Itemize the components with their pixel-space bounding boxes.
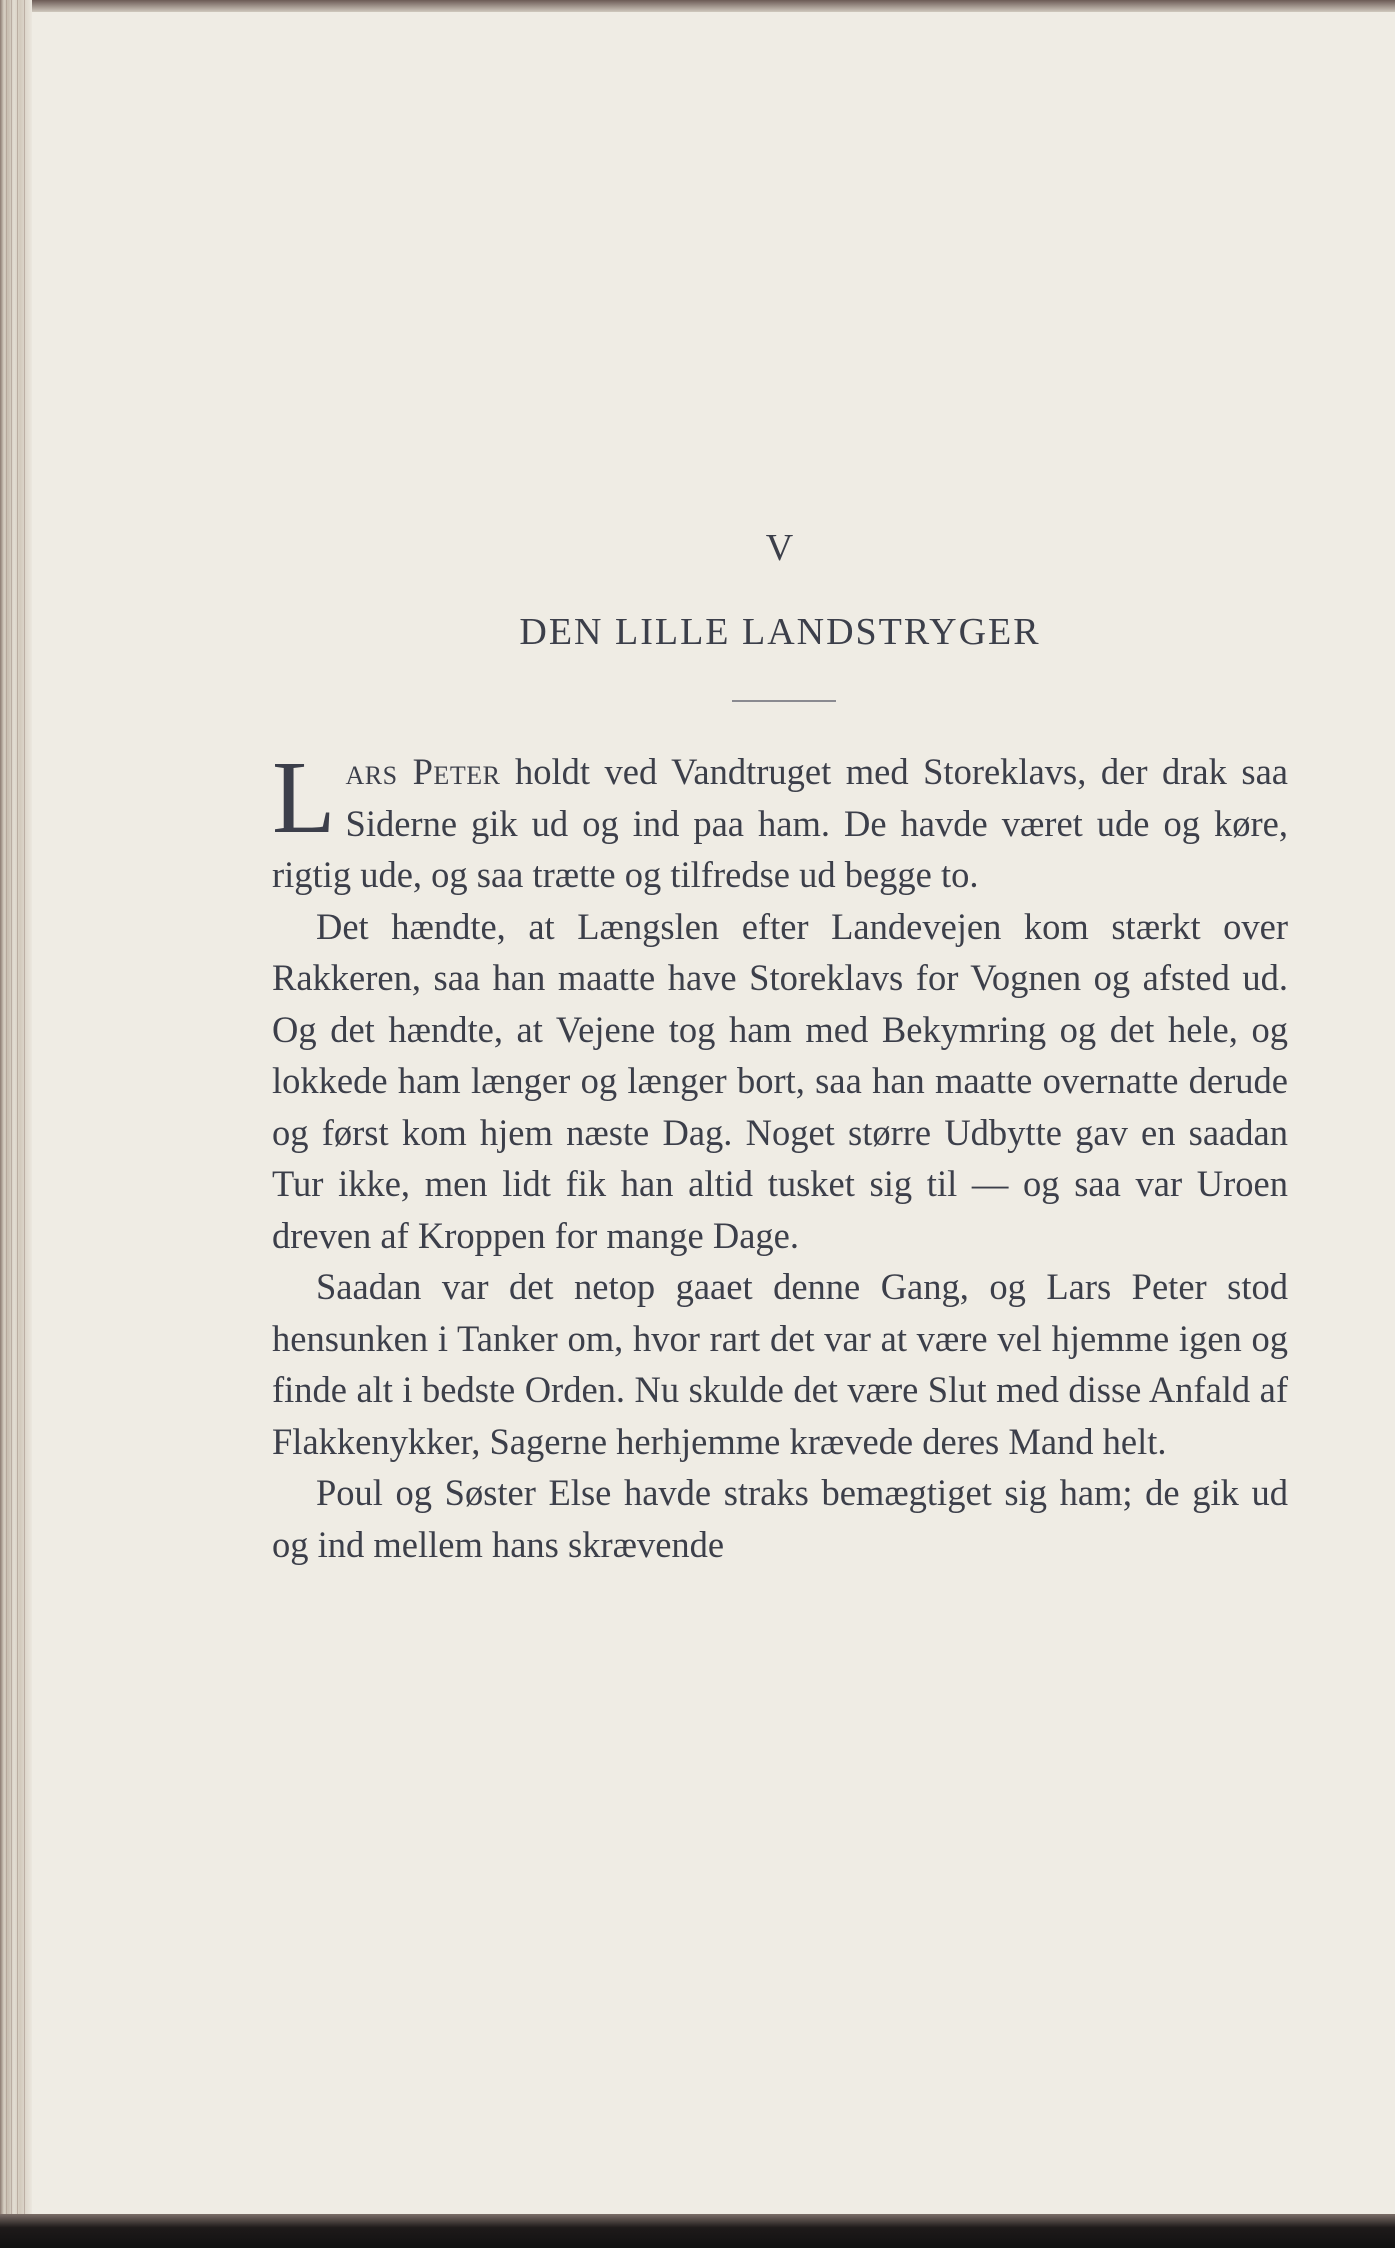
drop-cap: L: [272, 740, 336, 855]
chapter-title: DEN LILLE LANDSTRYGER: [519, 611, 1041, 653]
opening-smallcaps: ars Peter: [345, 751, 501, 792]
chapter-number: V: [765, 527, 795, 569]
paragraph-3: Saadan var det netop gaaet denne Gang, og Lars Peter stod hensunken i Tanker om, hvor rart det var at være vel hjemme igen og finde alt i bedste Orden. Nu skulde det være Slut med disse Anfald af Flakkenykker, Sagerne herhjemme krævede deres Mand helt.: [272, 1266, 1288, 1462]
page-bottom-edge: [0, 2214, 1395, 2248]
paragraph-1: [272, 740, 1288, 901]
body-text: [272, 740, 1288, 1570]
page-top-edge: [0, 0, 1395, 12]
page-gutter: [0, 0, 32, 2248]
paragraph-1-text: holdt ved Vandtruget med Storeklavs, der drak saa Siderne gik ud og ind paa ham. De havde været ude og køre, rigtig ude, og saa trætte og tilfredse ud begge to.: [272, 751, 1288, 895]
paragraph-4: Poul og Søster Else havde straks bemægtiget sig ham; de gik ud og ind mellem hans skrævende: [272, 1472, 1288, 1565]
title-rule: [732, 700, 836, 702]
paragraph-2: Det hændte, at Længslen efter Landevejen kom stærkt over Rakkeren, saa han maatte have Storeklavs for Vognen og afsted ud. Og det hændte, at Vejene tog ham med Bekymring og det hele, og lokkede ham længer og længer bort, saa han maatte overnatte derude og først kom hjem næste Dag. Noget større Udbytte gav en saadan Tur ikke, men lidt fik han altid tusket sig til — og saa var Uroen dreven af Kroppen for mange Dage.: [272, 905, 1288, 1256]
